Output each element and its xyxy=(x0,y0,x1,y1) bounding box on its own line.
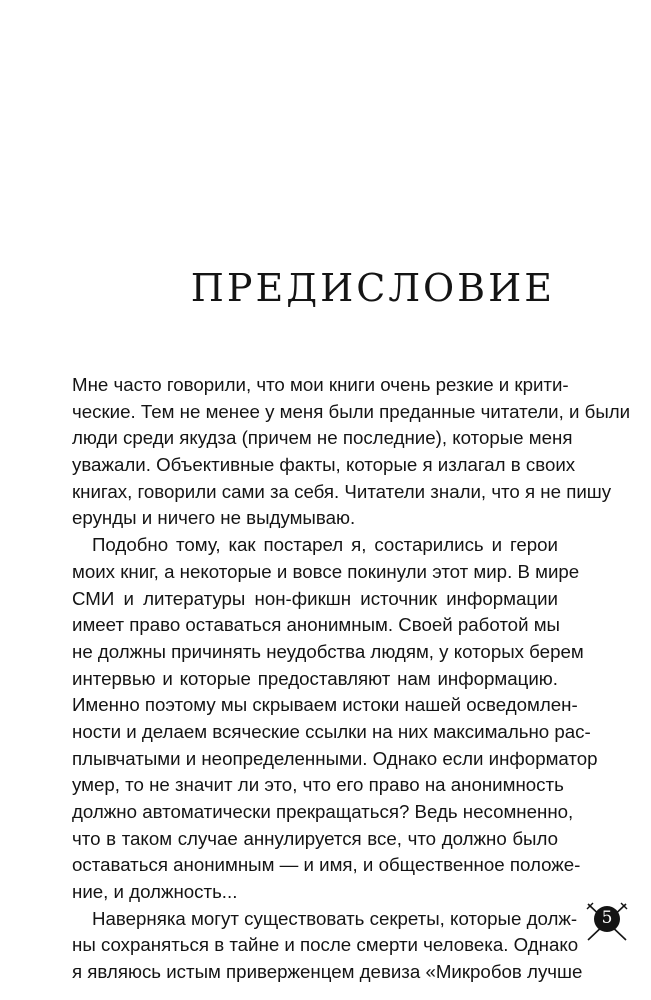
text-line: книгах, говорили сами за себя. Читатели знали, что я не пишу xyxy=(72,480,612,502)
text-line: СМИ и литературы нон-фикшн источник информации xyxy=(72,587,558,609)
text-line: моих книг, а некоторые и вовсе покинули этот мир. В мире xyxy=(72,560,580,582)
text-line: интервью и которые предоставляют нам информацию. xyxy=(72,667,558,689)
text-line: Подобно тому, как постарел я, состарились и герои xyxy=(92,534,558,556)
text-line: Именно поэтому мы скрываем истоки нашей осведомлен- xyxy=(72,694,578,716)
text-line: что в таком случае аннулируется все, что должно было xyxy=(72,827,558,849)
text-line: должно автоматически прекращаться? Ведь несомненно, xyxy=(72,801,574,822)
text-line: умер, то не значит ли это, что его право на анонимность xyxy=(72,774,564,796)
text-line: я являюсь истым приверженцем девиза «Микробов лучше xyxy=(72,961,583,983)
text-line: Мне часто говорили, что мои книги очень резкие и крити- xyxy=(72,374,569,395)
text-line: Наверняка могут существовать секреты, которые долж- xyxy=(92,907,578,929)
text-line: ние, и должность... xyxy=(72,881,238,903)
text-line: не должны причинять неудобства людям, у которых берем xyxy=(72,640,584,662)
text-line: уважали. Объективные факты, которые я излагал в своих xyxy=(72,454,576,476)
chapter-title: ПРЕДИСЛОВИЕ xyxy=(190,266,555,310)
text-line: плывчатыми и неопределенными. Однако если информатор xyxy=(72,747,598,769)
text-line: оставаться анонимным — и имя, и общественное положе- xyxy=(72,854,581,876)
text-line: ерунды и ничего не выдумываю. xyxy=(72,507,356,529)
page-number: 5 xyxy=(601,908,613,928)
text-line: ческие. Тем не менее у меня были преданные читатели, и были xyxy=(72,400,631,422)
text-line: ны сохраняться в тайне и после смерти человека. Однако xyxy=(72,934,579,956)
body-text xyxy=(72,372,631,986)
page-number-badge xyxy=(586,900,628,942)
text-line: люди среди якудза (причем не последние), которые меня xyxy=(72,427,573,449)
text-line: имеет право оставаться анонимным. Своей работой мы xyxy=(72,614,560,636)
text-line: ности и делаем всяческие ссылки на них максимально рас- xyxy=(72,720,591,742)
